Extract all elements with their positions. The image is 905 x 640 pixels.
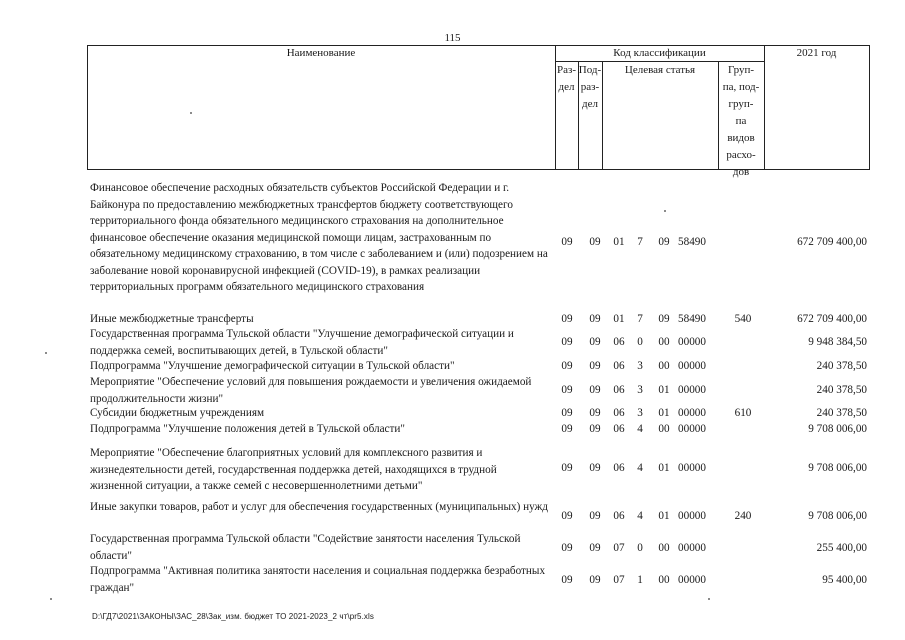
row-main-event: 01 <box>658 407 670 419</box>
header-vid-line: расхо- <box>726 149 756 161</box>
file-path-footer: D:\ГД7\2021\ЗАКОНЫ\ЗАС_28\Зак_изм. бюджет ТО 2021-2023_2 чт\pr5.xls <box>92 612 374 621</box>
header-podrazdel-line: раз- <box>580 81 600 93</box>
row-subprogram: 1 <box>637 574 643 586</box>
row-podrazdel: 09 <box>589 360 601 372</box>
row-razdel: 09 <box>561 236 573 248</box>
row-direction: 00000 <box>678 542 706 554</box>
table-row <box>90 358 870 375</box>
table-row <box>90 531 870 564</box>
header-razdel-line: Раз- <box>556 64 576 76</box>
row-direction: 00000 <box>678 423 706 435</box>
row-razdel: 09 <box>561 384 573 396</box>
row-program: 06 <box>613 423 625 435</box>
header-vid-line: груп- <box>728 98 754 110</box>
row-podrazdel: 09 <box>589 574 601 586</box>
row-podrazdel: 09 <box>589 423 601 435</box>
row-subprogram: 7 <box>637 313 643 325</box>
row-program: 06 <box>613 360 625 372</box>
row-program: 06 <box>613 407 625 419</box>
row-podrazdel: 09 <box>589 542 601 554</box>
scan-speck <box>664 210 666 212</box>
row-podrazdel: 09 <box>589 336 601 348</box>
row-razdel: 09 <box>561 423 573 435</box>
row-subprogram: 4 <box>637 462 643 474</box>
row-direction: 58490 <box>678 236 706 248</box>
row-main-event: 01 <box>658 384 670 396</box>
row-razdel: 09 <box>561 510 573 522</box>
row-name: Иные закупки товаров, работ и услуг для обеспечения государственных (муниципальных) нужд <box>90 501 548 513</box>
row-sum: 672 709 400,00 <box>797 236 867 248</box>
row-name: Мероприятие "Обеспечение благоприятных условий для комплексного развития и жизнедеятельности детей, государственная поддержка детей, находящихся в трудной жизненной ситуации, а также семей с несовершеннолетними детьми" <box>90 447 497 492</box>
row-main-event: 00 <box>658 574 670 586</box>
row-program: 06 <box>613 384 625 396</box>
row-program: 01 <box>613 313 625 325</box>
row-direction: 00000 <box>678 360 706 372</box>
row-name: Мероприятие "Обеспечение условий для повышения рождаемости и увеличения ожидаемой продолжительности жизни" <box>90 376 532 405</box>
row-razdel: 09 <box>561 542 573 554</box>
header-target-label: Целевая статья <box>624 64 696 76</box>
row-podrazdel: 09 <box>589 407 601 419</box>
row-podrazdel: 09 <box>589 510 601 522</box>
row-podrazdel: 09 <box>589 236 601 248</box>
row-direction: 00000 <box>678 336 706 348</box>
row-subprogram: 7 <box>637 236 643 248</box>
row-podrazdel: 09 <box>589 313 601 325</box>
table-row <box>90 499 870 532</box>
row-direction: 00000 <box>678 574 706 586</box>
row-podrazdel: 09 <box>589 462 601 474</box>
row-main-event: 01 <box>658 462 670 474</box>
row-sum: 240 378,50 <box>816 407 867 419</box>
row-program: 06 <box>613 462 625 474</box>
row-subprogram: 4 <box>637 423 643 435</box>
row-main-event: 00 <box>658 542 670 554</box>
row-program: 07 <box>613 574 625 586</box>
header-razdel-line: дел <box>558 81 575 93</box>
row-direction: 00000 <box>678 462 706 474</box>
row-razdel: 09 <box>561 336 573 348</box>
row-name: Подпрограмма "Активная политика занятости населения и социальная поддержка безработных граждан" <box>90 565 546 594</box>
header-vid-line: па <box>735 115 747 127</box>
header-vid-line: дов <box>732 166 750 178</box>
row-razdel: 09 <box>561 462 573 474</box>
row-expense-type: 540 <box>734 313 752 325</box>
scan-speck <box>45 352 47 354</box>
table-row <box>90 445 870 495</box>
row-subprogram: 3 <box>637 384 643 396</box>
row-razdel: 09 <box>561 360 573 372</box>
scan-speck <box>50 598 52 600</box>
row-name: Финансовое обеспечение расходных обязательств субъектов Российской Федерации и г. Байконура по предоставлению межбюджетных трансфертов бюджету соответствующего территориального фонда обязательного медицинского страхования на дополнительное финансовое обеспечение оказания медицинской помощи лицам, застрахованным по обязательному медицинскому страхованию, в том числе с заболеванием и (или) подозрением на заболевание новой коронавирусной инфекцией (COVID-19), в рамках реализации территориальных программ обязательного медицинского страхования <box>90 182 548 293</box>
header-podrazdel-line: Под- <box>578 64 602 76</box>
row-name: Государственная программа Тульской области "Улучшение демографической ситуации и поддержка семей, воспитывающих детей, в Тульской области" <box>90 328 514 357</box>
row-sum: 95 400,00 <box>822 574 867 586</box>
table-row <box>90 374 870 407</box>
row-subprogram: 0 <box>637 542 643 554</box>
row-sum: 240 378,50 <box>816 360 867 372</box>
row-sum: 9 708 006,00 <box>808 423 867 435</box>
row-direction: 58490 <box>678 313 706 325</box>
table-row <box>90 180 870 304</box>
row-razdel: 09 <box>561 407 573 419</box>
row-main-event: 00 <box>658 360 670 372</box>
row-program: 06 <box>613 510 625 522</box>
row-subprogram: 3 <box>637 407 643 419</box>
row-sum: 240 378,50 <box>816 384 867 396</box>
row-name: Подпрограмма "Улучшение положения детей в Тульской области" <box>90 423 405 435</box>
scan-speck <box>708 598 710 600</box>
row-direction: 00000 <box>678 407 706 419</box>
row-direction: 00000 <box>678 384 706 396</box>
row-sum: 255 400,00 <box>816 542 867 554</box>
row-name: Подпрограмма "Улучшение демографической ситуации в Тульской области" <box>90 360 455 372</box>
row-program: 06 <box>613 336 625 348</box>
row-expense-type: 240 <box>734 510 752 522</box>
row-main-event: 00 <box>658 336 670 348</box>
header-vid-line: па, под- <box>722 81 760 93</box>
row-name: Государственная программа Тульской области "Содействие занятости населения Тульской области" <box>90 533 521 562</box>
row-subprogram: 4 <box>637 510 643 522</box>
row-name: Иные межбюджетные трансферты <box>90 313 254 325</box>
table-row <box>90 405 870 422</box>
row-sum: 9 948 384,50 <box>808 336 867 348</box>
row-razdel: 09 <box>561 313 573 325</box>
header-vid-line: Груп- <box>727 64 755 76</box>
table-row <box>90 421 870 438</box>
page-number: 115 <box>444 32 461 44</box>
header-year-label: 2021 год <box>796 47 837 59</box>
table-row <box>90 326 870 359</box>
row-main-event: 01 <box>658 510 670 522</box>
row-podrazdel: 09 <box>589 384 601 396</box>
row-main-event: 00 <box>658 423 670 435</box>
header-vid-line: видов <box>727 132 755 144</box>
row-program: 07 <box>613 542 625 554</box>
table-row <box>90 563 870 596</box>
row-sum: 9 708 006,00 <box>808 510 867 522</box>
scan-speck <box>190 112 192 114</box>
row-razdel: 09 <box>561 574 573 586</box>
row-sum: 672 709 400,00 <box>797 313 867 325</box>
row-main-event: 09 <box>658 313 670 325</box>
row-direction: 00000 <box>678 510 706 522</box>
header-code-group-label: Код классификации <box>613 47 706 59</box>
row-sum: 9 708 006,00 <box>808 462 867 474</box>
row-name: Субсидии бюджетным учреждениям <box>90 407 265 419</box>
row-subprogram: 3 <box>637 360 643 372</box>
header-podrazdel-line: дел <box>582 98 598 110</box>
row-subprogram: 0 <box>637 336 643 348</box>
row-expense-type: 610 <box>734 407 752 419</box>
header-name-label: Наименование <box>286 47 356 59</box>
row-main-event: 09 <box>658 236 670 248</box>
row-program: 01 <box>613 236 625 248</box>
